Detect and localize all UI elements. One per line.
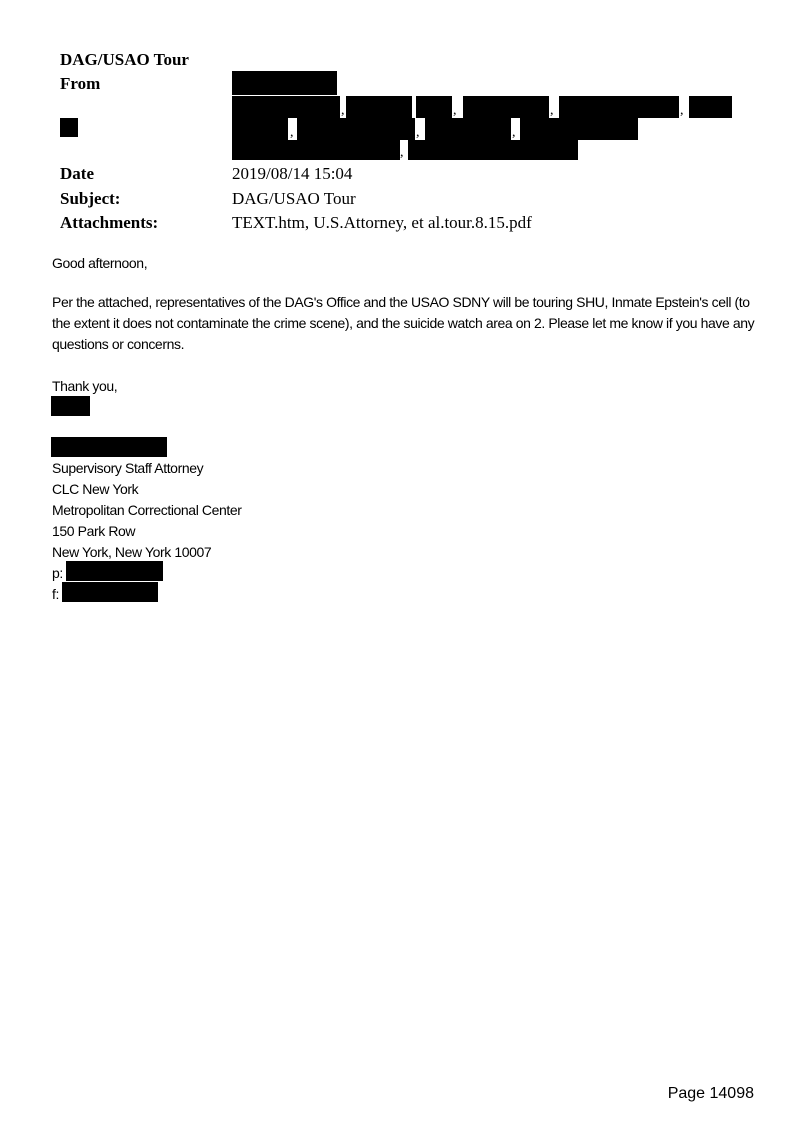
recipient-separator: , [416, 125, 420, 140]
recipient-separator: , [290, 125, 294, 140]
recipient-separator: , [512, 125, 516, 140]
redacted-recipient [408, 140, 578, 160]
body-paragraph-text: Per the attached, representatives of the DAG's Office and the USAO SDNY will be touring SHU, Inmate Epstein's cell (to the extent it does not contaminate the crime scene), and the suicide watch area on 2. Please let me know if you have any questions or concerns. [52, 294, 755, 352]
redacted-recipient [297, 118, 415, 140]
phone-label: p: [52, 565, 63, 581]
redacted-recipient [232, 140, 400, 160]
attachments-label: Attachments: [60, 213, 159, 232]
redacted-sender [232, 71, 337, 95]
page-number: Page 14098 [667, 1085, 754, 1102]
redacted-recipient [520, 118, 638, 140]
recipient-separator: , [550, 103, 554, 118]
fax-label: f: [52, 586, 59, 602]
redacted-recipient [425, 118, 511, 140]
signature-city: New York, New York 10007 [52, 544, 212, 560]
signature-role: Supervisory Staff Attorney [52, 460, 204, 476]
redacted-signoff-name [51, 396, 90, 416]
redacted-recipient [689, 96, 732, 118]
redacted-recipient [232, 118, 288, 140]
email-title: DAG/USAO Tour [60, 50, 189, 69]
redacted-recipient [416, 96, 452, 118]
redacted-recipient [346, 96, 412, 118]
signature-facility: Metropolitan Correctional Center [52, 502, 242, 518]
recipient-separator: , [680, 103, 684, 118]
recipient-separator: , [341, 103, 345, 118]
signature-org: CLC New York [52, 481, 139, 497]
subject-label: Subject: [60, 189, 121, 208]
redacted-recipient [463, 96, 549, 118]
closing: Thank you, [52, 378, 118, 394]
recipient-separator: , [400, 145, 404, 160]
redacted-signature-name [51, 437, 167, 457]
date-value: 2019/08/14 15:04 [232, 164, 353, 183]
signature-street: 150 Park Row [52, 523, 136, 539]
redacted-recipient [232, 96, 340, 118]
redacted-to-label [60, 118, 78, 137]
body-paragraph [52, 292, 762, 355]
redacted-fax [62, 582, 158, 602]
recipient-separator: , [453, 103, 457, 118]
greeting: Good afternoon, [52, 255, 148, 271]
subject-value: DAG/USAO Tour [232, 189, 356, 208]
from-label: From [60, 74, 101, 93]
date-label: Date [60, 164, 94, 183]
redacted-phone [66, 561, 163, 581]
redacted-recipient [559, 96, 679, 118]
attachments-value: TEXT.htm, U.S.Attorney, et al.tour.8.15.pdf [232, 213, 532, 232]
